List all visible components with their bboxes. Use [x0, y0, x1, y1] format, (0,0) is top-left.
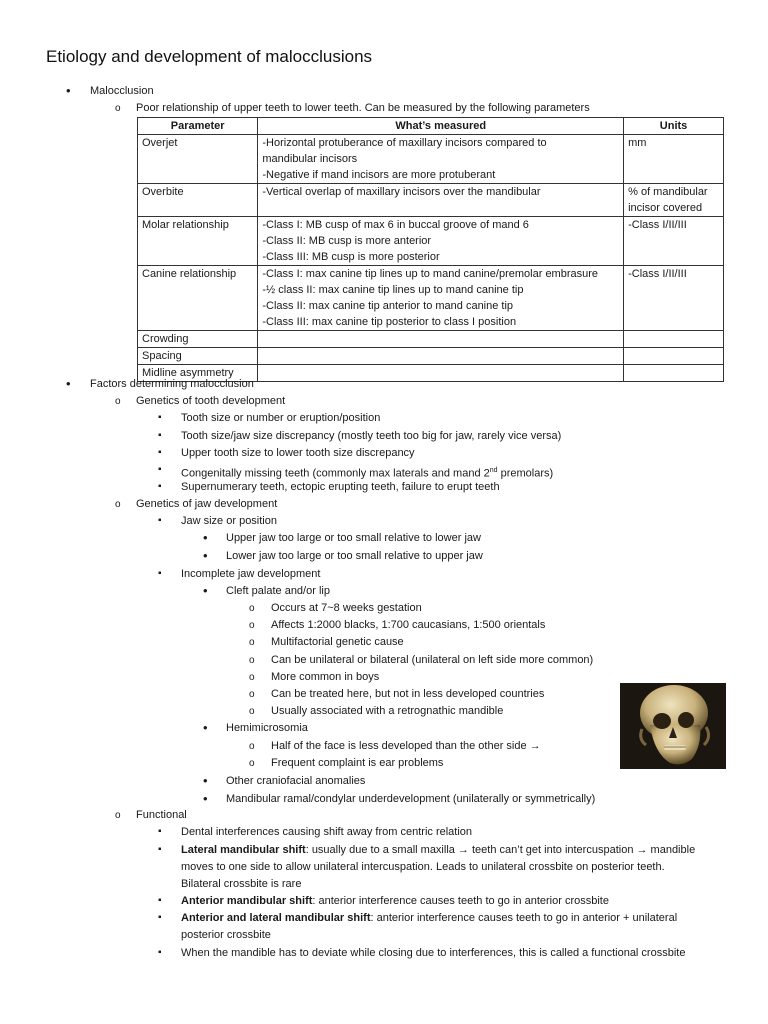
factors-heading: Factors determining malocclusion	[90, 378, 254, 390]
genetics-jaw-heading: Genetics of jaw development	[136, 498, 278, 510]
parameter-cell: Molar relationship	[138, 217, 258, 266]
column-header: Parameter	[138, 118, 258, 135]
circle-bullet-icon	[249, 619, 255, 632]
bullet-icon	[203, 531, 208, 546]
table-row	[138, 184, 724, 217]
list-item: Affects 1:2000 blacks, 1:700 caucasians, 1:500 orientals	[271, 619, 546, 631]
cell-line: incisor covered	[628, 202, 703, 214]
table-row	[138, 217, 724, 266]
square-bullet-icon	[158, 894, 162, 907]
measured-cell	[258, 135, 624, 184]
parameters-table	[137, 117, 724, 382]
list-item: Frequent complaint is ear problems	[271, 757, 444, 769]
list-item: Hemimicrosomia	[226, 722, 308, 734]
list-item: Other craniofacial anomalies	[226, 775, 366, 787]
square-bullet-icon	[158, 446, 162, 459]
list-item: Dental interferences causing shift away from centric relation	[181, 826, 473, 838]
square-bullet-icon	[158, 567, 162, 580]
square-bullet-icon	[158, 411, 162, 424]
square-bullet-icon	[158, 463, 162, 476]
bullet-icon	[203, 774, 208, 789]
circle-bullet-icon	[249, 654, 255, 667]
measured-cell	[258, 184, 624, 217]
list-item	[181, 912, 677, 925]
cell-line: -Class II: MB cusp is more anterior	[262, 235, 432, 247]
bold-term: Lateral mandibular shift	[181, 844, 306, 856]
missing-text-end: premolars)	[497, 467, 554, 480]
table-header-row	[138, 118, 724, 135]
item-text: : usually due to a small maxilla → teeth can’t get into intercuspation → mandible	[305, 844, 696, 856]
cell-line: mm	[628, 137, 647, 149]
cell-line: -Horizontal protuberance of maxillary incisors compared to	[262, 137, 547, 149]
list-item: Occurs at 7~8 weeks gestation	[271, 602, 422, 614]
functional-heading: Functional	[136, 809, 187, 821]
units-cell	[624, 217, 724, 266]
list-item: Tooth size or number or eruption/position	[181, 412, 381, 424]
table-row	[138, 348, 724, 365]
parameter-cell: Spacing	[138, 348, 258, 365]
list-item: Multifactorial genetic cause	[271, 636, 404, 648]
square-bullet-icon	[158, 946, 162, 959]
list-item-continuation: Bilateral crossbite is rare	[181, 878, 302, 890]
malocclusion-heading: Malocclusion	[90, 85, 154, 97]
list-item-continuation: posterior crossbite	[181, 929, 271, 941]
cell-line: mandibular incisors	[262, 153, 358, 165]
measured-cell	[258, 266, 624, 331]
circle-bullet-icon	[115, 498, 121, 511]
square-bullet-icon	[158, 911, 162, 924]
bullet-icon	[203, 721, 208, 736]
parameter-cell: Midline asymmetry	[138, 365, 258, 382]
square-bullet-icon	[158, 825, 162, 838]
list-item: Supernumerary teeth, ectopic erupting teeth, failure to erupt teeth	[181, 481, 500, 493]
malocclusion-subtext: Poor relationship of upper teeth to lower teeth. Can be measured by the following parameters	[136, 102, 590, 114]
cell-line: -Vertical overlap of maxillary incisors over the mandibular	[262, 186, 541, 198]
item-text: : anterior interference causes teeth to go in anterior crossbite	[312, 895, 609, 907]
units-cell	[624, 331, 724, 348]
list-item: Mandibular ramal/condylar underdevelopment (unilaterally or symmetrically)	[226, 793, 596, 805]
missing-text: Congenitally missing teeth (commonly max laterals and mand 2	[181, 467, 490, 480]
bullet-icon	[203, 549, 208, 564]
bold-term: Anterior mandibular shift	[181, 895, 313, 907]
units-cell	[624, 184, 724, 217]
parameter-cell: Canine relationship	[138, 266, 258, 331]
circle-bullet-icon	[249, 688, 255, 701]
item-text: : anterior interference causes teeth to go in anterior + unilateral	[370, 912, 678, 924]
square-bullet-icon	[158, 843, 162, 856]
list-item: Usually associated with a retrognathic mandible	[271, 705, 504, 717]
cell-line: -½ class II: max canine tip lines up to mand canine tip	[262, 284, 524, 296]
cell-line: -Class I: MB cusp of max 6 in buccal groove of mand 6	[262, 219, 529, 231]
measured-cell	[258, 217, 624, 266]
circle-bullet-icon	[249, 602, 255, 615]
table-row	[138, 266, 724, 331]
table-row	[138, 331, 724, 348]
circle-bullet-icon	[115, 102, 121, 115]
square-bullet-icon	[158, 514, 162, 527]
list-item	[181, 895, 609, 908]
list-item: More common in boys	[271, 671, 380, 683]
list-item: Upper jaw too large or too small relative to lower jaw	[226, 532, 481, 544]
list-item: Half of the face is less developed than the other side →	[271, 740, 541, 752]
cell-line: -Class I/II/III	[628, 219, 687, 231]
list-item: Cleft palate and/or lip	[226, 585, 330, 597]
skull-photo	[620, 683, 726, 769]
circle-bullet-icon	[249, 671, 255, 684]
measured-cell	[258, 331, 624, 348]
page-title: Etiology and development of malocclusions	[46, 47, 373, 66]
cell-line: % of mandibular	[628, 186, 708, 198]
cell-line: -Negative if mand incisors are more protuberant	[262, 169, 496, 181]
circle-bullet-icon	[249, 636, 255, 649]
cell-line: -Class I/II/III	[628, 268, 687, 280]
cell-line: -Class I: max canine tip lines up to mand canine/premolar embrasure	[262, 268, 599, 280]
bullet-icon	[203, 792, 208, 807]
list-item	[181, 844, 695, 857]
list-item: Upper tooth size to lower tooth size discrepancy	[181, 447, 415, 459]
skull-illustration	[620, 683, 726, 769]
column-header: Units	[624, 118, 724, 135]
list-item: Lower jaw too large or too small relative to upper jaw	[226, 550, 483, 562]
parameter-cell: Crowding	[138, 331, 258, 348]
measured-cell	[258, 348, 624, 365]
list-item-continuation: moves to one side to allow unilateral intercuspation. Leads to unilateral crossbite on posterior teeth.	[181, 861, 665, 873]
cell-line: -Class III: max canine tip posterior to class I position	[262, 316, 517, 328]
units-cell	[624, 135, 724, 184]
list-item: Jaw size or position	[181, 515, 277, 527]
circle-bullet-icon	[115, 809, 121, 822]
cell-line: -Class III: MB cusp is more posterior	[262, 251, 440, 263]
bullet-icon	[66, 84, 71, 99]
units-cell	[624, 365, 724, 382]
square-bullet-icon	[158, 480, 162, 493]
list-item: Can be unilateral or bilateral (unilateral on left side more common)	[271, 654, 594, 666]
bold-term: Anterior and lateral mandibular shift	[181, 912, 371, 924]
genetics-tooth-heading: Genetics of tooth development	[136, 395, 286, 407]
list-item: Can be treated here, but not in less developed countries	[271, 688, 545, 700]
measured-cell	[258, 365, 624, 382]
circle-bullet-icon	[249, 705, 255, 718]
square-bullet-icon	[158, 429, 162, 442]
list-item: Incomplete jaw development	[181, 568, 321, 580]
superscript: nd	[489, 467, 498, 474]
bullet-icon	[203, 584, 208, 599]
column-header: What’s measured	[258, 118, 624, 135]
units-cell	[624, 348, 724, 365]
parameter-cell: Overjet	[138, 135, 258, 184]
bullet-icon	[66, 377, 71, 392]
parameter-cell: Overbite	[138, 184, 258, 217]
table-row	[138, 135, 724, 184]
circle-bullet-icon	[249, 757, 255, 770]
units-cell	[624, 266, 724, 331]
circle-bullet-icon	[249, 740, 255, 753]
list-item: Tooth size/jaw size discrepancy (mostly teeth too big for jaw, rarely vice versa)	[181, 430, 562, 442]
cell-line: -Class II: max canine tip anterior to mand canine tip	[262, 300, 514, 312]
circle-bullet-icon	[115, 395, 121, 408]
list-item	[181, 464, 553, 481]
list-item: When the mandible has to deviate while closing due to interferences, this is called a functional crossbite	[181, 947, 686, 959]
